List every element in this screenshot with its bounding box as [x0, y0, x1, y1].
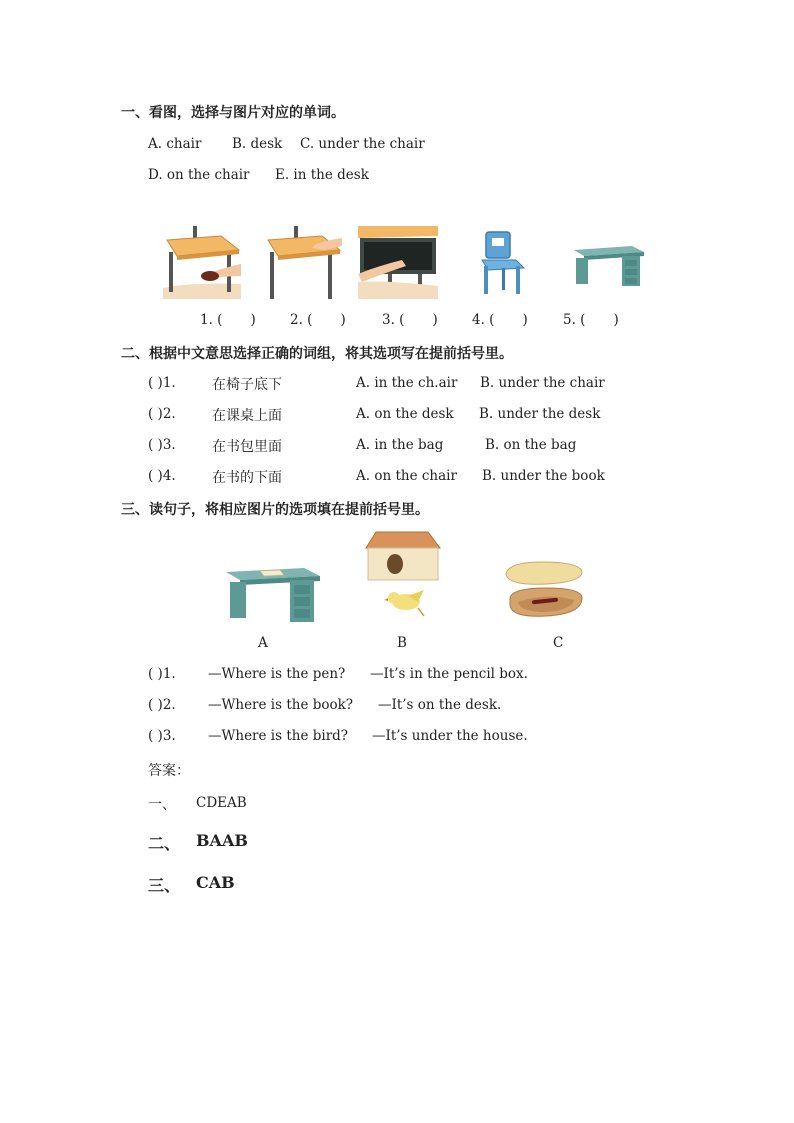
- choice-b: B. under the chair: [480, 375, 605, 391]
- answer-blank[interactable]: ( )3.: [148, 728, 176, 744]
- choice-a: A. in the ch.air: [356, 375, 458, 391]
- answer-value-3: CAB: [196, 873, 235, 892]
- choice-b: B. under the book: [482, 468, 605, 484]
- blank-5[interactable]: 5. ( ): [563, 312, 619, 328]
- in-desk-picture: [358, 226, 438, 299]
- under-chair-picture: [163, 226, 241, 299]
- on-chair-picture: [264, 226, 342, 299]
- picture-label-a: A: [258, 635, 268, 651]
- option-d: D. on the chair: [148, 167, 250, 183]
- answer-blank[interactable]: ( )4.: [148, 468, 176, 484]
- blank-3[interactable]: 3. ( ): [382, 312, 438, 328]
- section1-heading: 一、看图，选择与图片对应的单词。: [121, 105, 345, 121]
- answer-value-1: CDEAB: [196, 795, 247, 811]
- question: —Where is the bird?: [208, 728, 349, 744]
- chinese-phrase: 在椅子底下: [212, 377, 282, 393]
- option-a: A. chair: [148, 136, 202, 152]
- picture-label-b: B: [397, 635, 407, 651]
- desk-with-book-picture: [224, 564, 322, 624]
- reply: —It’s under the house.: [372, 728, 528, 744]
- answer-blank[interactable]: ( )2.: [148, 697, 176, 713]
- chair-picture: [476, 230, 528, 296]
- choice-b: B. under the desk: [479, 406, 601, 422]
- answers-title: 答案：: [148, 763, 190, 779]
- option-b: B. desk: [232, 136, 283, 152]
- blank-4[interactable]: 4. ( ): [472, 312, 528, 328]
- answer-blank[interactable]: ( )1.: [148, 375, 176, 391]
- section3-heading: 三、读句子，将相应图片的选项填在提前括号里。: [121, 502, 429, 518]
- choice-a: A. on the chair: [356, 468, 457, 484]
- question: —Where is the pen?: [208, 666, 346, 682]
- answer-value-2: BAAB: [196, 831, 248, 850]
- answer-label-3: 三、: [148, 876, 181, 895]
- desk-picture: [572, 244, 646, 288]
- section2-heading: 二、根据中文意思选择正确的词组，将其选项写在提前括号里。: [121, 346, 513, 362]
- chinese-phrase: 在书包里面: [212, 439, 282, 455]
- option-e: E. in the desk: [275, 167, 369, 183]
- chinese-phrase: 在书的下面: [212, 470, 282, 486]
- answer-blank[interactable]: ( )3.: [148, 437, 176, 453]
- choice-a: A. in the bag: [356, 437, 444, 453]
- answer-label-2: 二、: [148, 834, 181, 853]
- option-c: C. under the chair: [300, 136, 425, 152]
- house-and-bird-picture: [362, 530, 442, 620]
- reply: —It’s in the pencil box.: [370, 666, 528, 682]
- question: —Where is the book?: [208, 697, 354, 713]
- pencil-box-picture: [502, 560, 586, 622]
- blank-2[interactable]: 2. ( ): [290, 312, 346, 328]
- picture-label-c: C: [553, 635, 564, 651]
- choice-a: A. on the desk: [356, 406, 454, 422]
- answer-label-1: 一、: [148, 797, 176, 813]
- chinese-phrase: 在课桌上面: [212, 408, 282, 424]
- answer-blank[interactable]: ( )2.: [148, 406, 176, 422]
- reply: —It’s on the desk.: [378, 697, 502, 713]
- choice-b: B. on the bag: [485, 437, 577, 453]
- answer-blank[interactable]: ( )1.: [148, 666, 176, 682]
- blank-1[interactable]: 1. ( ): [200, 312, 256, 328]
